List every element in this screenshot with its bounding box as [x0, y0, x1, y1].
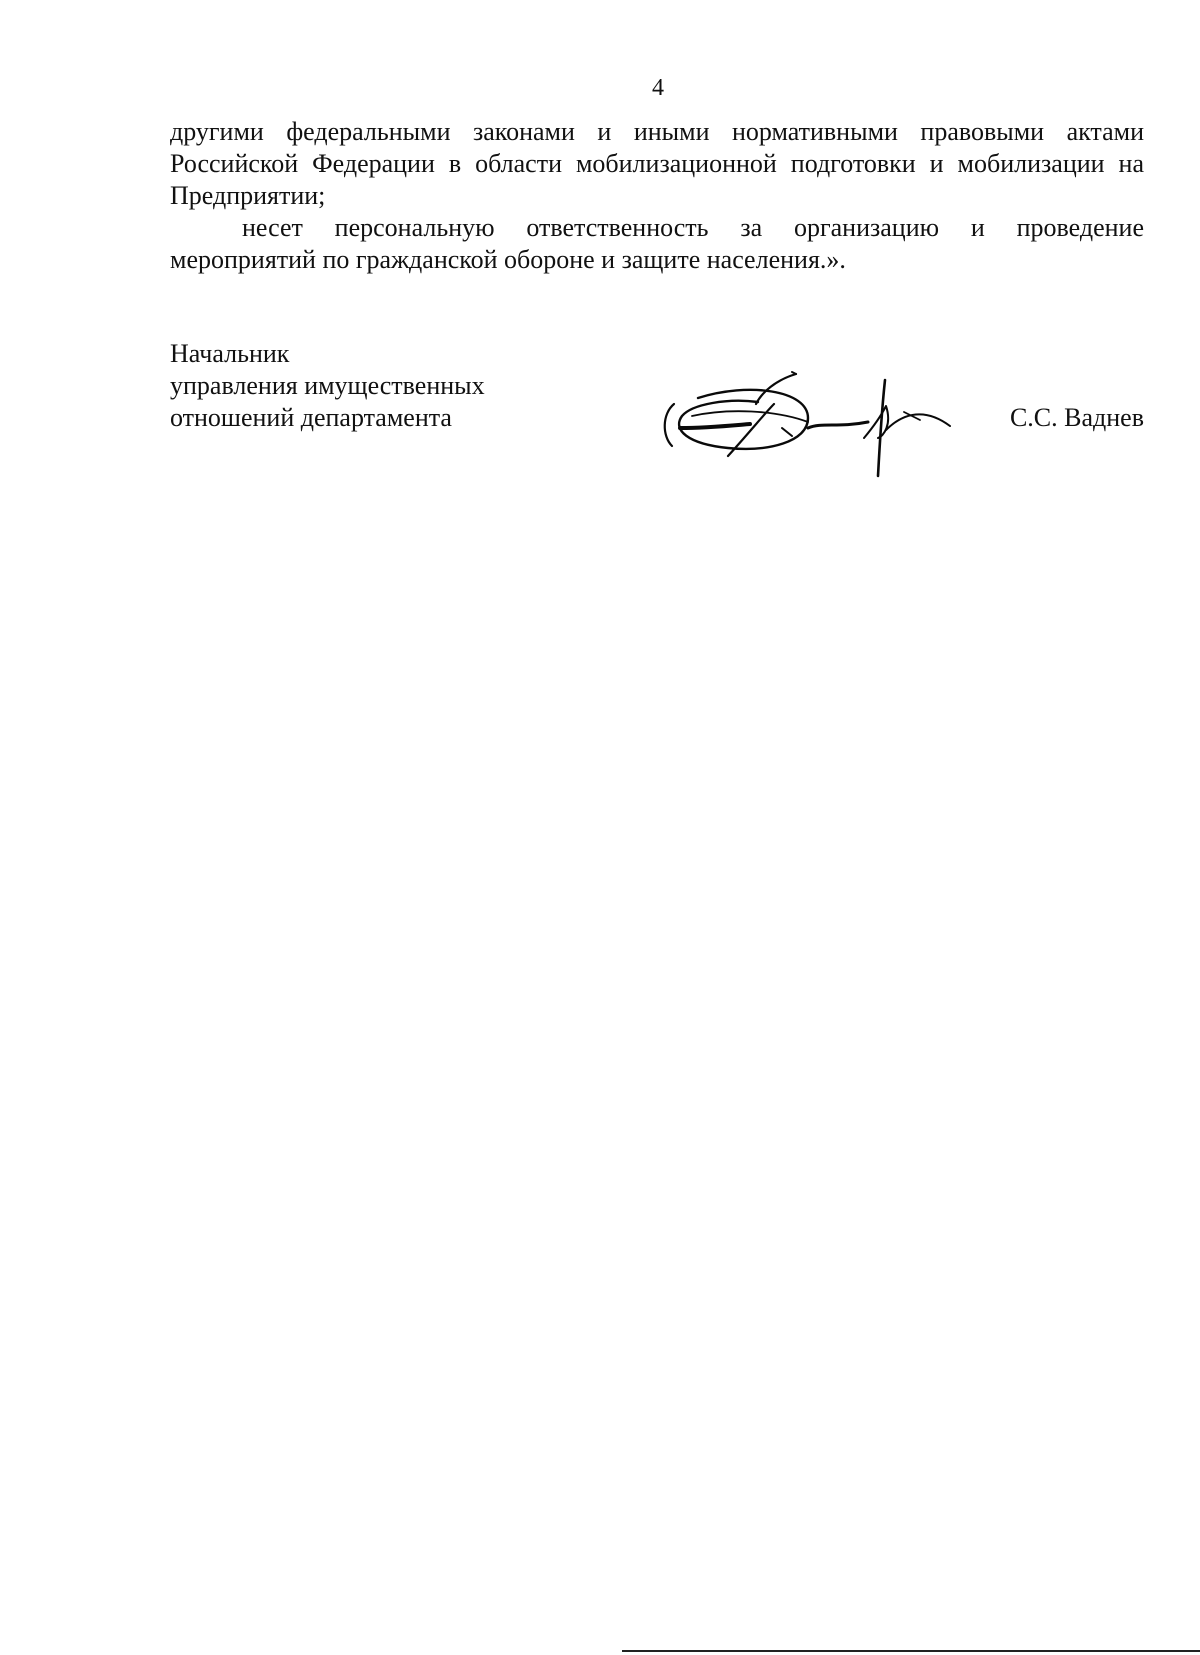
position-line-3: отношений департамента	[170, 403, 452, 432]
scan-edge-line	[622, 1650, 1200, 1652]
position-line-2: управления имущественных	[170, 371, 485, 400]
position-line-1: Начальник	[170, 339, 290, 368]
document-body	[170, 116, 1144, 276]
paragraph-civil-defense: несет персональную ответственность за организацию и проведение мероприятий по гражданской обороне и защите населения.».	[170, 213, 1144, 274]
signer-position	[170, 338, 485, 434]
page-number: 4	[652, 75, 664, 101]
signature-block	[170, 338, 1144, 478]
signer-name: С.С. Ваднев	[1009, 403, 1144, 432]
paragraph-mobilization: другими федеральными законами и иными нормативными правовыми актами Российской Федерации в области мобилизационной подготовки и мобилизации на Предприятии;	[170, 117, 1144, 210]
handwritten-signature	[658, 368, 968, 478]
